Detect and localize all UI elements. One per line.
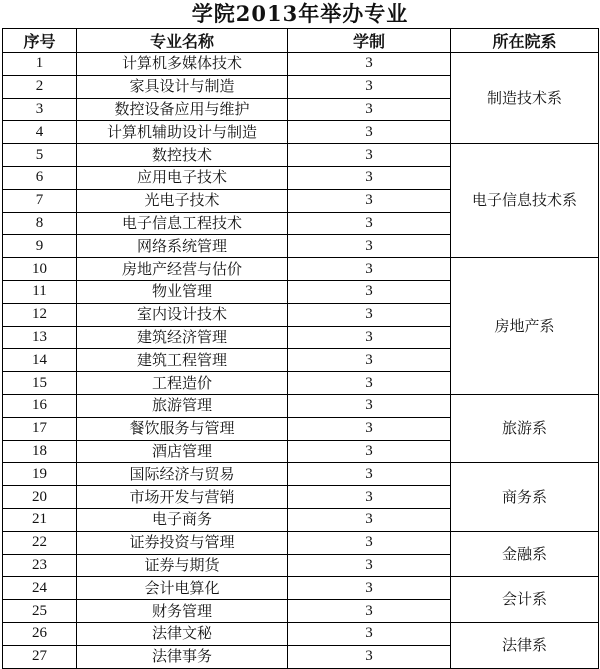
table-row: [3, 258, 599, 281]
row-index: 18: [3, 440, 77, 463]
row-major: 家具设计与制造: [77, 75, 288, 98]
row-index: 5: [3, 144, 77, 167]
row-index: 22: [3, 531, 77, 554]
row-index: 4: [3, 121, 77, 144]
row-years: 3: [288, 235, 451, 258]
row-major: 建筑工程管理: [77, 349, 288, 372]
row-major: 数控技术: [77, 144, 288, 167]
row-years: 3: [288, 98, 451, 121]
row-index: 11: [3, 280, 77, 303]
row-index: 2: [3, 75, 77, 98]
row-index: 17: [3, 417, 77, 440]
row-years: 3: [288, 394, 451, 417]
row-index: 9: [3, 235, 77, 258]
row-major: 法律文秘: [77, 622, 288, 645]
department-cell: 商务系: [451, 463, 599, 531]
row-years: 3: [288, 121, 451, 144]
row-years: 3: [288, 508, 451, 531]
department-cell: 旅游系: [451, 394, 599, 462]
row-index: 6: [3, 166, 77, 189]
row-index: 8: [3, 212, 77, 235]
row-major: 法律事务: [77, 645, 288, 668]
row-years: 3: [288, 53, 451, 76]
row-years: 3: [288, 645, 451, 668]
table-row: [3, 144, 599, 167]
header-index: 序号: [3, 29, 77, 53]
row-index: 10: [3, 258, 77, 281]
row-years: 3: [288, 600, 451, 623]
row-major: 餐饮服务与管理: [77, 417, 288, 440]
row-years: 3: [288, 577, 451, 600]
row-index: 26: [3, 622, 77, 645]
row-major: 室内设计技术: [77, 303, 288, 326]
row-major: 财务管理: [77, 600, 288, 623]
row-years: 3: [288, 258, 451, 281]
row-years: 3: [288, 280, 451, 303]
row-years: 3: [288, 417, 451, 440]
row-major: 国际经济与贸易: [77, 463, 288, 486]
row-index: 27: [3, 645, 77, 668]
row-major: 电子信息工程技术: [77, 212, 288, 235]
row-major: 物业管理: [77, 280, 288, 303]
table-row: [3, 531, 599, 554]
row-years: 3: [288, 486, 451, 509]
row-major: 旅游管理: [77, 394, 288, 417]
row-index: 19: [3, 463, 77, 486]
row-index: 3: [3, 98, 77, 121]
row-index: 21: [3, 508, 77, 531]
row-index: 7: [3, 189, 77, 212]
row-years: 3: [288, 440, 451, 463]
header-department: 所在院系: [451, 29, 599, 53]
table-row: [3, 622, 599, 645]
row-major: 建筑经济管理: [77, 326, 288, 349]
table-row: [3, 463, 599, 486]
row-index: 23: [3, 554, 77, 577]
department-cell: 电子信息技术系: [451, 144, 599, 258]
row-index: 20: [3, 486, 77, 509]
header-years: 学制: [288, 29, 451, 53]
row-major: 光电子技术: [77, 189, 288, 212]
row-years: 3: [288, 463, 451, 486]
header-major: 专业名称: [77, 29, 288, 53]
row-major: 会计电算化: [77, 577, 288, 600]
department-cell: 房地产系: [451, 258, 599, 395]
row-years: 3: [288, 75, 451, 98]
row-index: 13: [3, 326, 77, 349]
row-index: 24: [3, 577, 77, 600]
row-years: 3: [288, 554, 451, 577]
majors-table: [2, 28, 599, 669]
row-years: 3: [288, 189, 451, 212]
row-major: 工程造价: [77, 372, 288, 395]
row-major: 房地产经营与估价: [77, 258, 288, 281]
row-major: 市场开发与营销: [77, 486, 288, 509]
row-major: 应用电子技术: [77, 166, 288, 189]
row-major: 证券投资与管理: [77, 531, 288, 554]
row-major: 酒店管理: [77, 440, 288, 463]
row-major: 计算机多媒体技术: [77, 53, 288, 76]
row-index: 16: [3, 394, 77, 417]
row-major: 数控设备应用与维护: [77, 98, 288, 121]
department-cell: 会计系: [451, 577, 599, 623]
row-major: 计算机辅助设计与制造: [77, 121, 288, 144]
row-years: 3: [288, 531, 451, 554]
department-cell: 金融系: [451, 531, 599, 577]
row-index: 14: [3, 349, 77, 372]
row-index: 15: [3, 372, 77, 395]
department-cell: 制造技术系: [451, 53, 599, 144]
row-years: 3: [288, 144, 451, 167]
row-major: 电子商务: [77, 508, 288, 531]
row-years: 3: [288, 212, 451, 235]
row-major: 网络系统管理: [77, 235, 288, 258]
table-row: [3, 394, 599, 417]
document-title: 学院2013年举办专业: [191, 1, 409, 26]
row-years: 3: [288, 326, 451, 349]
row-index: 25: [3, 600, 77, 623]
row-years: 3: [288, 303, 451, 326]
table-row: [3, 53, 599, 76]
row-major: 证券与期货: [77, 554, 288, 577]
row-index: 1: [3, 53, 77, 76]
row-index: 12: [3, 303, 77, 326]
row-years: 3: [288, 372, 451, 395]
row-years: 3: [288, 166, 451, 189]
table-header-row: [3, 29, 599, 53]
table-row: [3, 577, 599, 600]
department-cell: 法律系: [451, 622, 599, 668]
row-years: 3: [288, 622, 451, 645]
row-years: 3: [288, 349, 451, 372]
